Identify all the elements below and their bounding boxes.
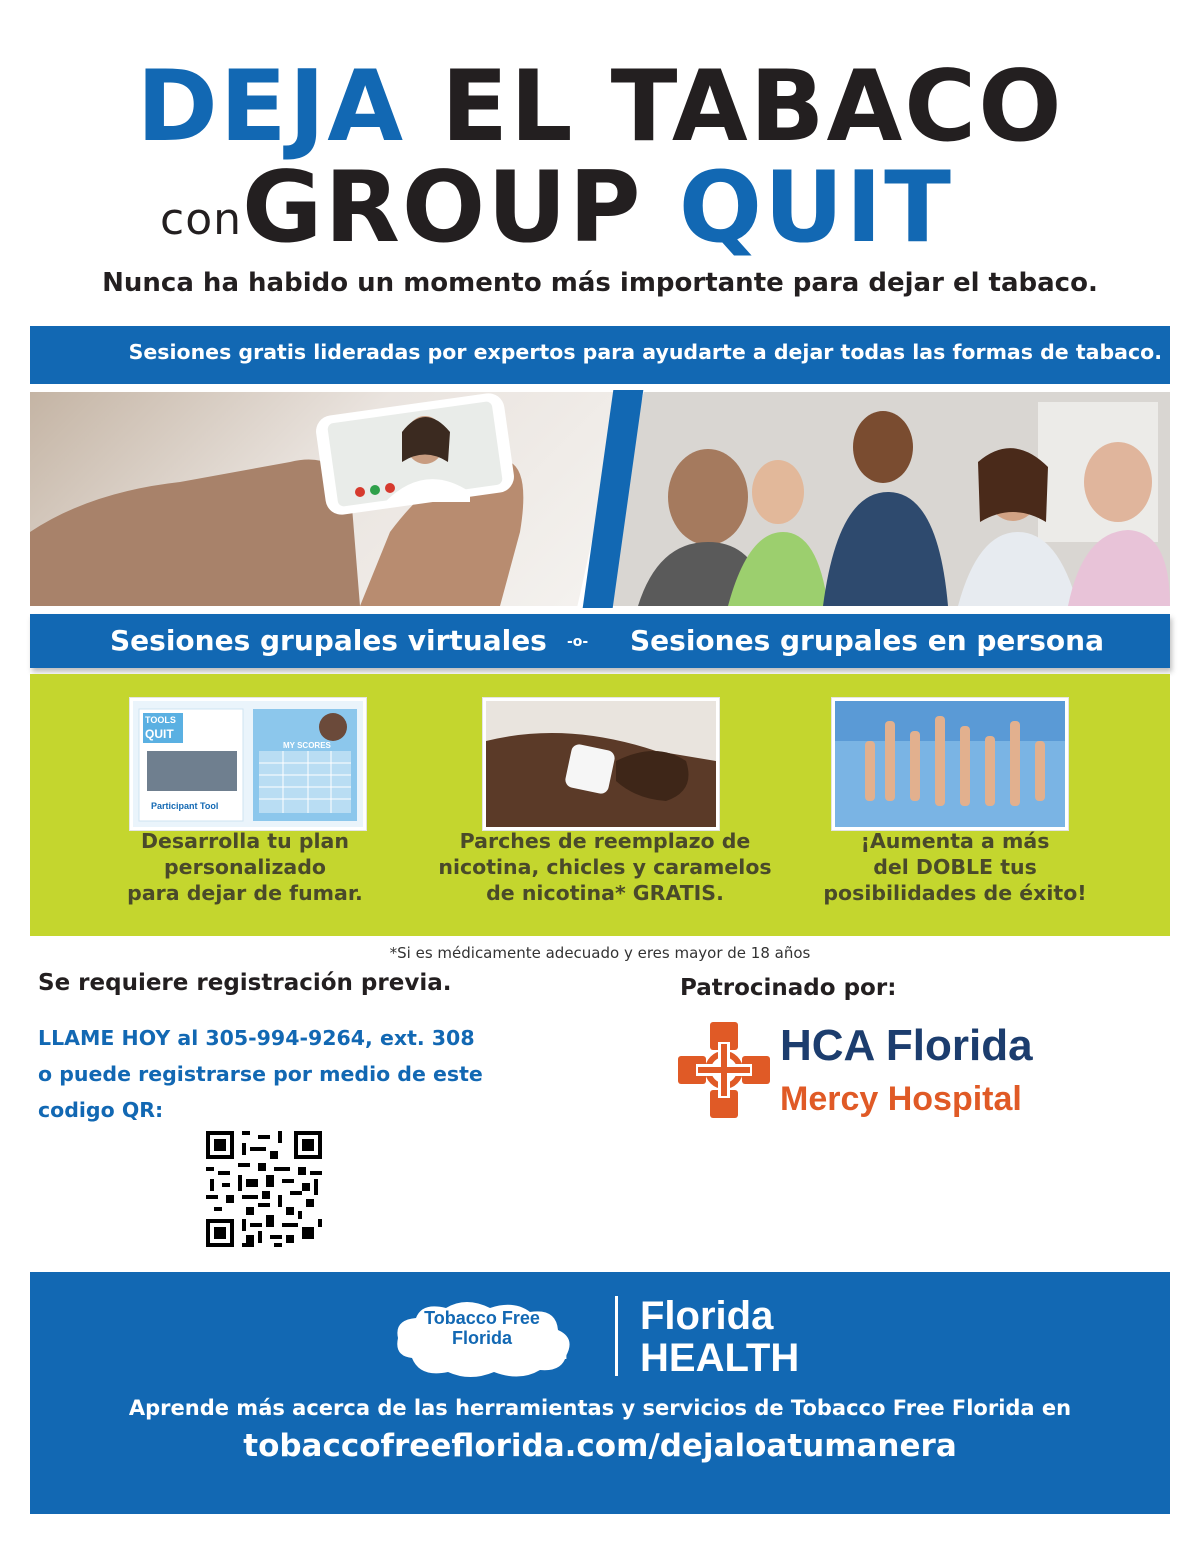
headline-el-tabaco: EL TABACO	[441, 50, 1064, 164]
feature-card-success	[832, 698, 1068, 830]
feature-text-plan: Desarrolla tu plan personalizado para dejar de fumar.	[127, 829, 363, 905]
headline-line-1	[0, 52, 1200, 162]
logo-divider	[615, 1296, 618, 1376]
headline-quit: QUIT	[678, 151, 953, 265]
hca-cross-icon	[678, 1022, 770, 1118]
booklet-brand-bottom: QUIT	[145, 727, 174, 741]
booklet-table-title: MY SCORES	[283, 741, 331, 750]
footnote: *Si es médicamente adecuado y eres mayor de 18 años	[389, 944, 811, 962]
session-options-banner	[30, 614, 1170, 668]
in-person-session-photo	[598, 392, 1170, 606]
headline-deja: DEJA	[136, 50, 406, 164]
phone-video-call-image	[30, 392, 625, 606]
website-link[interactable]: tobaccofreeflorida.com/dejaloatumanera	[243, 1428, 957, 1464]
tff-logo-text: Tobacco Free Florida	[424, 1308, 540, 1348]
tff-logo-com: .com	[530, 1346, 568, 1363]
headline-group: GROUP	[242, 151, 643, 265]
raised-hands-image	[835, 701, 1065, 827]
registration-info: LLAME HOY al 305-994-9264, ext. 308 o puede registrarse por medio de este codigo QR:	[38, 1020, 483, 1128]
headline-con: con	[160, 194, 242, 245]
feature-text-success: ¡Aumenta a más del DOBLE tus posibilidades de éxito!	[823, 829, 1087, 905]
or-separator: -o-	[567, 634, 589, 650]
footer	[30, 1272, 1170, 1514]
feature-card-plan	[130, 698, 366, 830]
banner-top-text: Sesiones gratis lideradas por expertos para ayudarte a dejar todas las formas de tabaco.	[128, 340, 1162, 364]
booklet-caption: Participant Tool	[151, 801, 219, 811]
subtitle: Nunca ha habido un momento más importante para dejar el tabaco.	[102, 268, 1098, 298]
in-person-sessions-label: Sesiones grupales en persona	[630, 624, 1104, 657]
virtual-sessions-label: Sesiones grupales virtuales	[110, 624, 547, 657]
virtual-session-photo	[30, 392, 625, 606]
registration-qr-code[interactable]	[206, 1131, 322, 1247]
florida-health-logo-line1: Florida	[640, 1294, 774, 1338]
feature-card-patch	[483, 698, 719, 830]
booklet-brand-top: TOOLS	[145, 715, 176, 725]
registration-phone-line: LLAME HOY al 305-994-9264, ext. 308	[38, 1026, 475, 1050]
learn-more-text: Aprende más acerca de las herramientas y servicios de Tobacco Free Florida en	[128, 1396, 1072, 1420]
headline-line-2	[160, 151, 953, 265]
features-panel	[30, 674, 1170, 936]
florida-health-logo-line2: HEALTH	[640, 1336, 800, 1380]
sponsor-heading: Patrocinado por:	[680, 975, 897, 1001]
sponsor-hospital: Mercy Hospital	[780, 1080, 1022, 1118]
feature-text-patch: Parches de reemplazo de nicotina, chicles y caramelos de nicotina* GRATIS.	[438, 829, 772, 905]
banner-top	[30, 326, 1170, 384]
sponsor-name: HCA Florida	[780, 1021, 1033, 1070]
group-meeting-image	[598, 392, 1170, 606]
nicotine-patch-image	[486, 701, 716, 827]
registration-heading: Se requiere registración previa.	[38, 970, 452, 996]
